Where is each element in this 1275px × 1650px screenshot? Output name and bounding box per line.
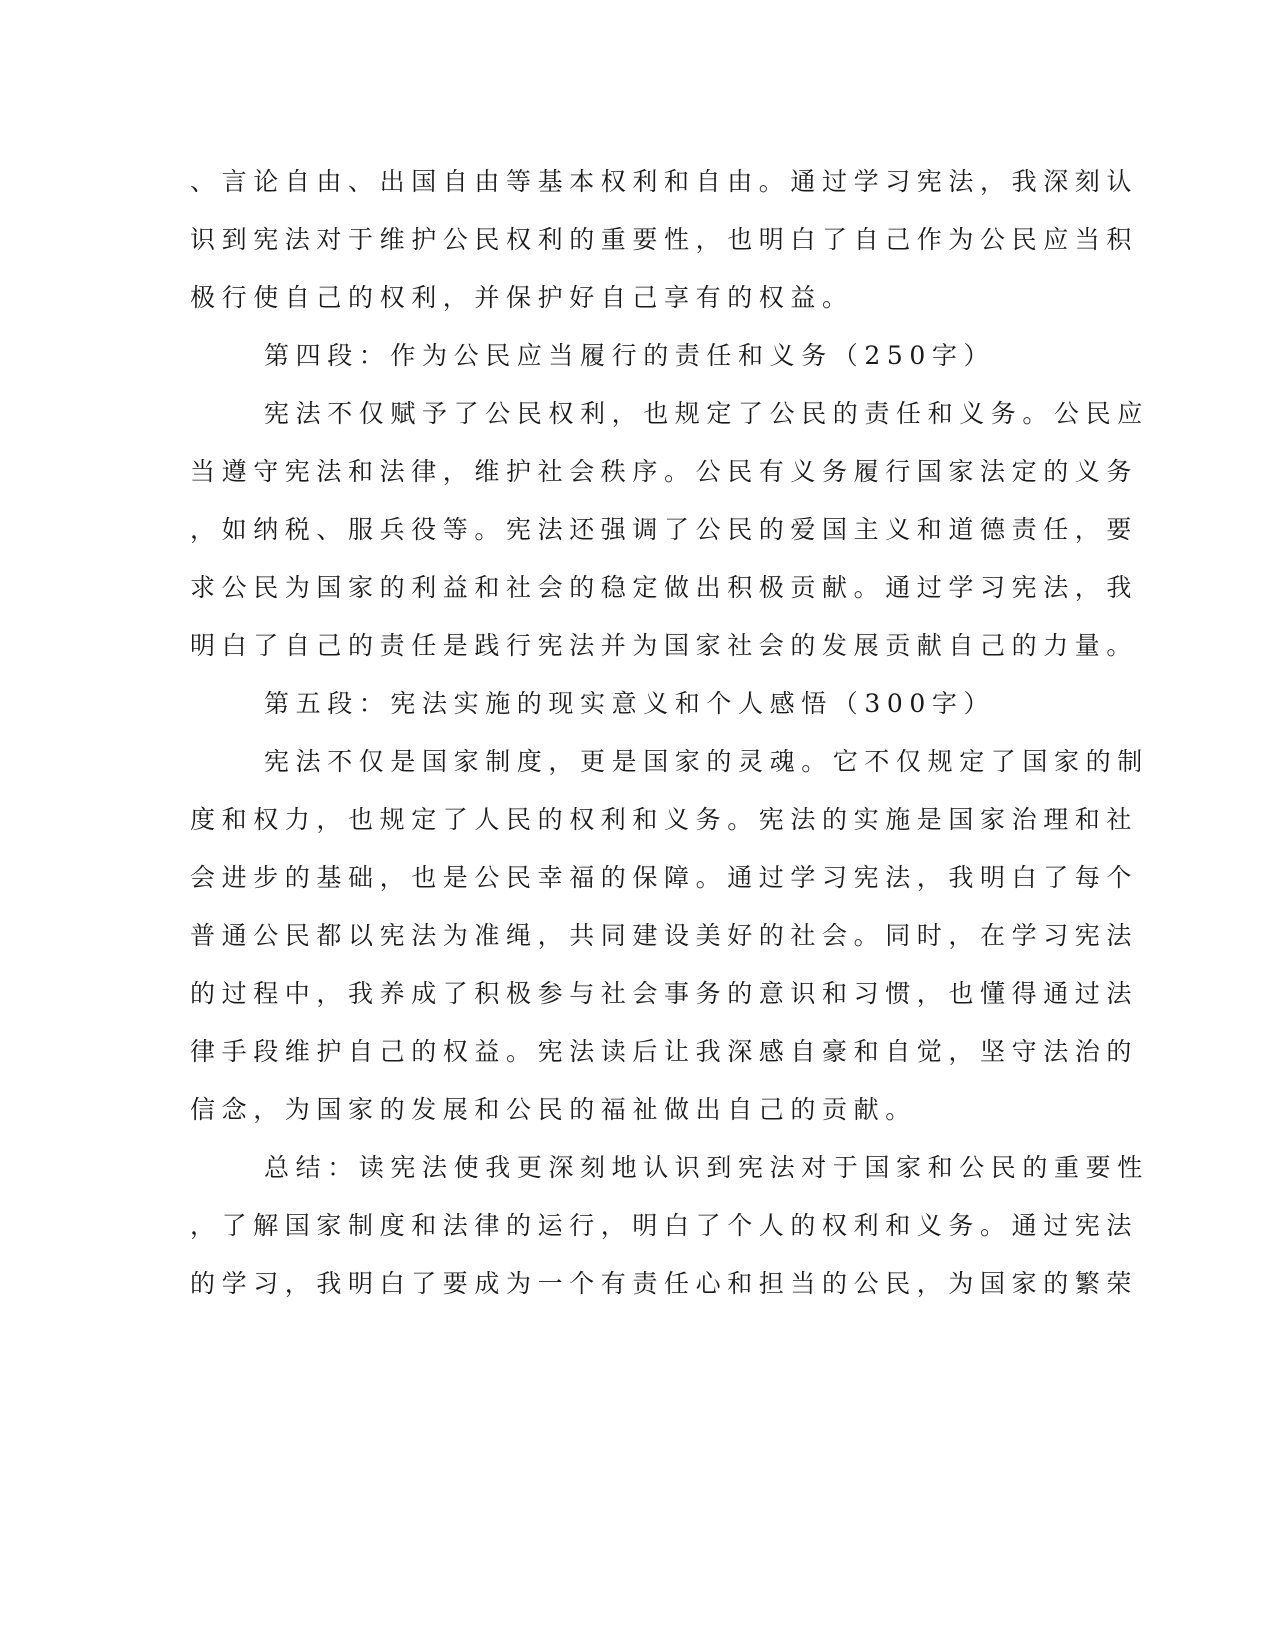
paragraph-5-line-3: 会进步的基础，也是公民幸福的保障。通过学习宪法，我明白了每个: [190, 863, 1139, 892]
paragraph-4-line-5: 明白了自己的责任是践行宪法并为国家社会的发展贡献自己的力量。: [190, 631, 1139, 660]
paragraph-4-line-2: 当遵守宪法和法律，维护社会秩序。公民有义务履行国家法定的义务: [190, 457, 1139, 486]
paragraph-5-line-4: 普通公民都以宪法为准绳，共同建设美好的社会。同时，在学习宪法: [190, 921, 1139, 950]
text-line-2: 识到宪法对于维护公民权利的重要性，也明白了自己作为公民应当积: [190, 225, 1139, 254]
section-heading-4: 第四段：作为公民应当履行的责任和义务（250字）: [264, 341, 996, 370]
summary-line-2: ，了解国家制度和法律的运行，明白了个人的权利和义务。通过宪法: [190, 1211, 1139, 1240]
paragraph-5-line-2: 度和权力，也规定了人民的权利和义务。宪法的实施是国家治理和社: [190, 805, 1139, 834]
paragraph-4-line-3: ，如纳税、服兵役等。宪法还强调了公民的爱国主义和道德责任，要: [190, 515, 1139, 544]
section-heading-5: 第五段：宪法实施的现实意义和个人感悟（300字）: [264, 689, 996, 718]
text-line-1: 、言论自由、出国自由等基本权利和自由。通过学习宪法，我深刻认: [190, 167, 1139, 196]
text-line-3: 极行使自己的权利，并保护好自己享有的权益。: [190, 283, 854, 312]
paragraph-4-line-1: 宪法不仅赋予了公民权利，也规定了公民的责任和义务。公民应: [264, 399, 1149, 428]
paragraph-4-line-4: 求公民为国家的利益和社会的稳定做出积极贡献。通过学习宪法，我: [190, 573, 1139, 602]
paragraph-5-line-1: 宪法不仅是国家制度，更是国家的灵魂。它不仅规定了国家的制: [264, 747, 1149, 776]
paragraph-5-line-7: 信念，为国家的发展和公民的福祉做出自己的贡献。: [190, 1095, 917, 1124]
paragraph-5-line-5: 的过程中，我养成了积极参与社会事务的意识和习惯，也懂得通过法: [190, 979, 1139, 1008]
summary-line-3: 的学习，我明白了要成为一个有责任心和担当的公民，为国家的繁荣: [190, 1269, 1139, 1298]
paragraph-5-line-6: 律手段维护自己的权益。宪法读后让我深感自豪和自觉，坚守法治的: [190, 1037, 1139, 1066]
summary-line-1: 总结：读宪法使我更深刻地认识到宪法对于国家和公民的重要性: [264, 1153, 1149, 1182]
